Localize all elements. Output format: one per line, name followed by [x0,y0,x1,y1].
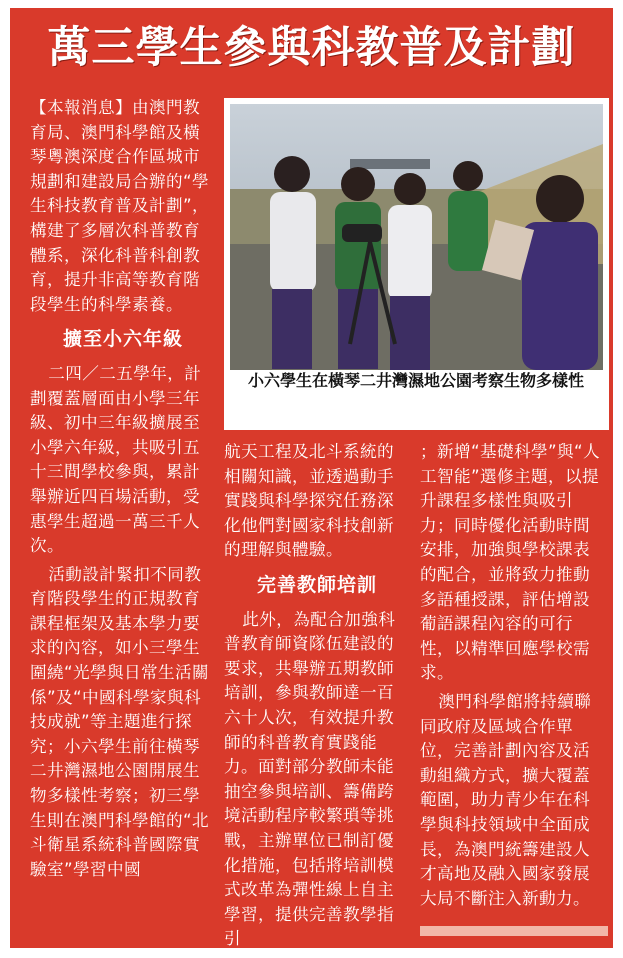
students-wetland-photo [230,104,603,370]
photo-frame [224,98,609,430]
column-2 [224,440,410,956]
paragraph-outlook: 澳門科學館將持續聯同政府及區域合作單位，完善計劃內容及活動組織方式，擴大覆蓋範圍，助力青少年在科學與科技領域中全面成長，為澳門統籌建設人才高地及融入國家發展大局不斷注入新動力。 [420,691,592,908]
paragraph-coverage: 二四／二五學年，計劃覆蓋層面由小學三年級、初中三年級擴展至小學六年級，共吸引五十三間學校參與，累計舉辦近四百場活動，受惠學生超過一萬三千人次。 [30,363,202,556]
paragraph-curriculum: 活動設計緊扣不同教育階段學生的正規教育課程框架及基本學力要求的內容，如小三學生圍繞“光學與日常生活關係”及“中國科學家與科技成就”等主題進行探究；小六學生前往橫琴二井灣濕地公園開展生物多樣性考察；初三學生則在澳門科學館的“北斗衛星系統科普國際實驗室”學習中國 [30,564,209,879]
column-3 [420,440,606,915]
news-clipping [10,8,613,948]
headline: 萬三學生參與科教普及計劃 [47,23,576,73]
paragraph-optimization: ；新增“基礎科學”與“人工智能”選修主題，以提升課程多樣性與吸引力；同時優化活動時間安排，加強與學校課表的配合，並將致力推動多語種授課，評估增設葡語課程內容的可行性，以精準回應學校需求。 [420,442,600,683]
subhead-expand-grade: 擴至小六年級 [62,328,183,351]
column-1 [30,96,216,886]
decorative-bar [420,926,608,936]
paragraph-curriculum-continued: 航天工程及北斗系統的相關知識，並透過動手實踐與科學探究任務深化他們對國家科技創新的理解與體驗。 [224,442,394,560]
paragraph-teacher-training: 此外，為配合加強科普教育師資隊伍建設的要求，共舉辦五期教師培訓，參與教師達一百六十人次，有效提升教師的科普教育實踐能力。面對部分教師未能抽空參與培訓、籌備跨境活動程序較繁瑣等挑戰，主辦單位已制訂優化措施，包括將培訓模式改革為彈性線上自主學習，提供完善教學指引 [224,609,396,949]
subhead-teacher-training: 完善教師培訓 [256,573,377,596]
lead-paragraph: 【本報消息】由澳門教育局、澳門科學館及橫琴粵澳深度合作區城市規劃和建設局合辦的“學生科技教育普及計劃”，構建了多層次科普教育體系，深化科普科創教育，提升非高等教育階段學生的科學素養。 [30,98,209,314]
photo-caption: 小六學生在橫琴二井灣濕地公園考察生物多樣性 [248,371,585,390]
